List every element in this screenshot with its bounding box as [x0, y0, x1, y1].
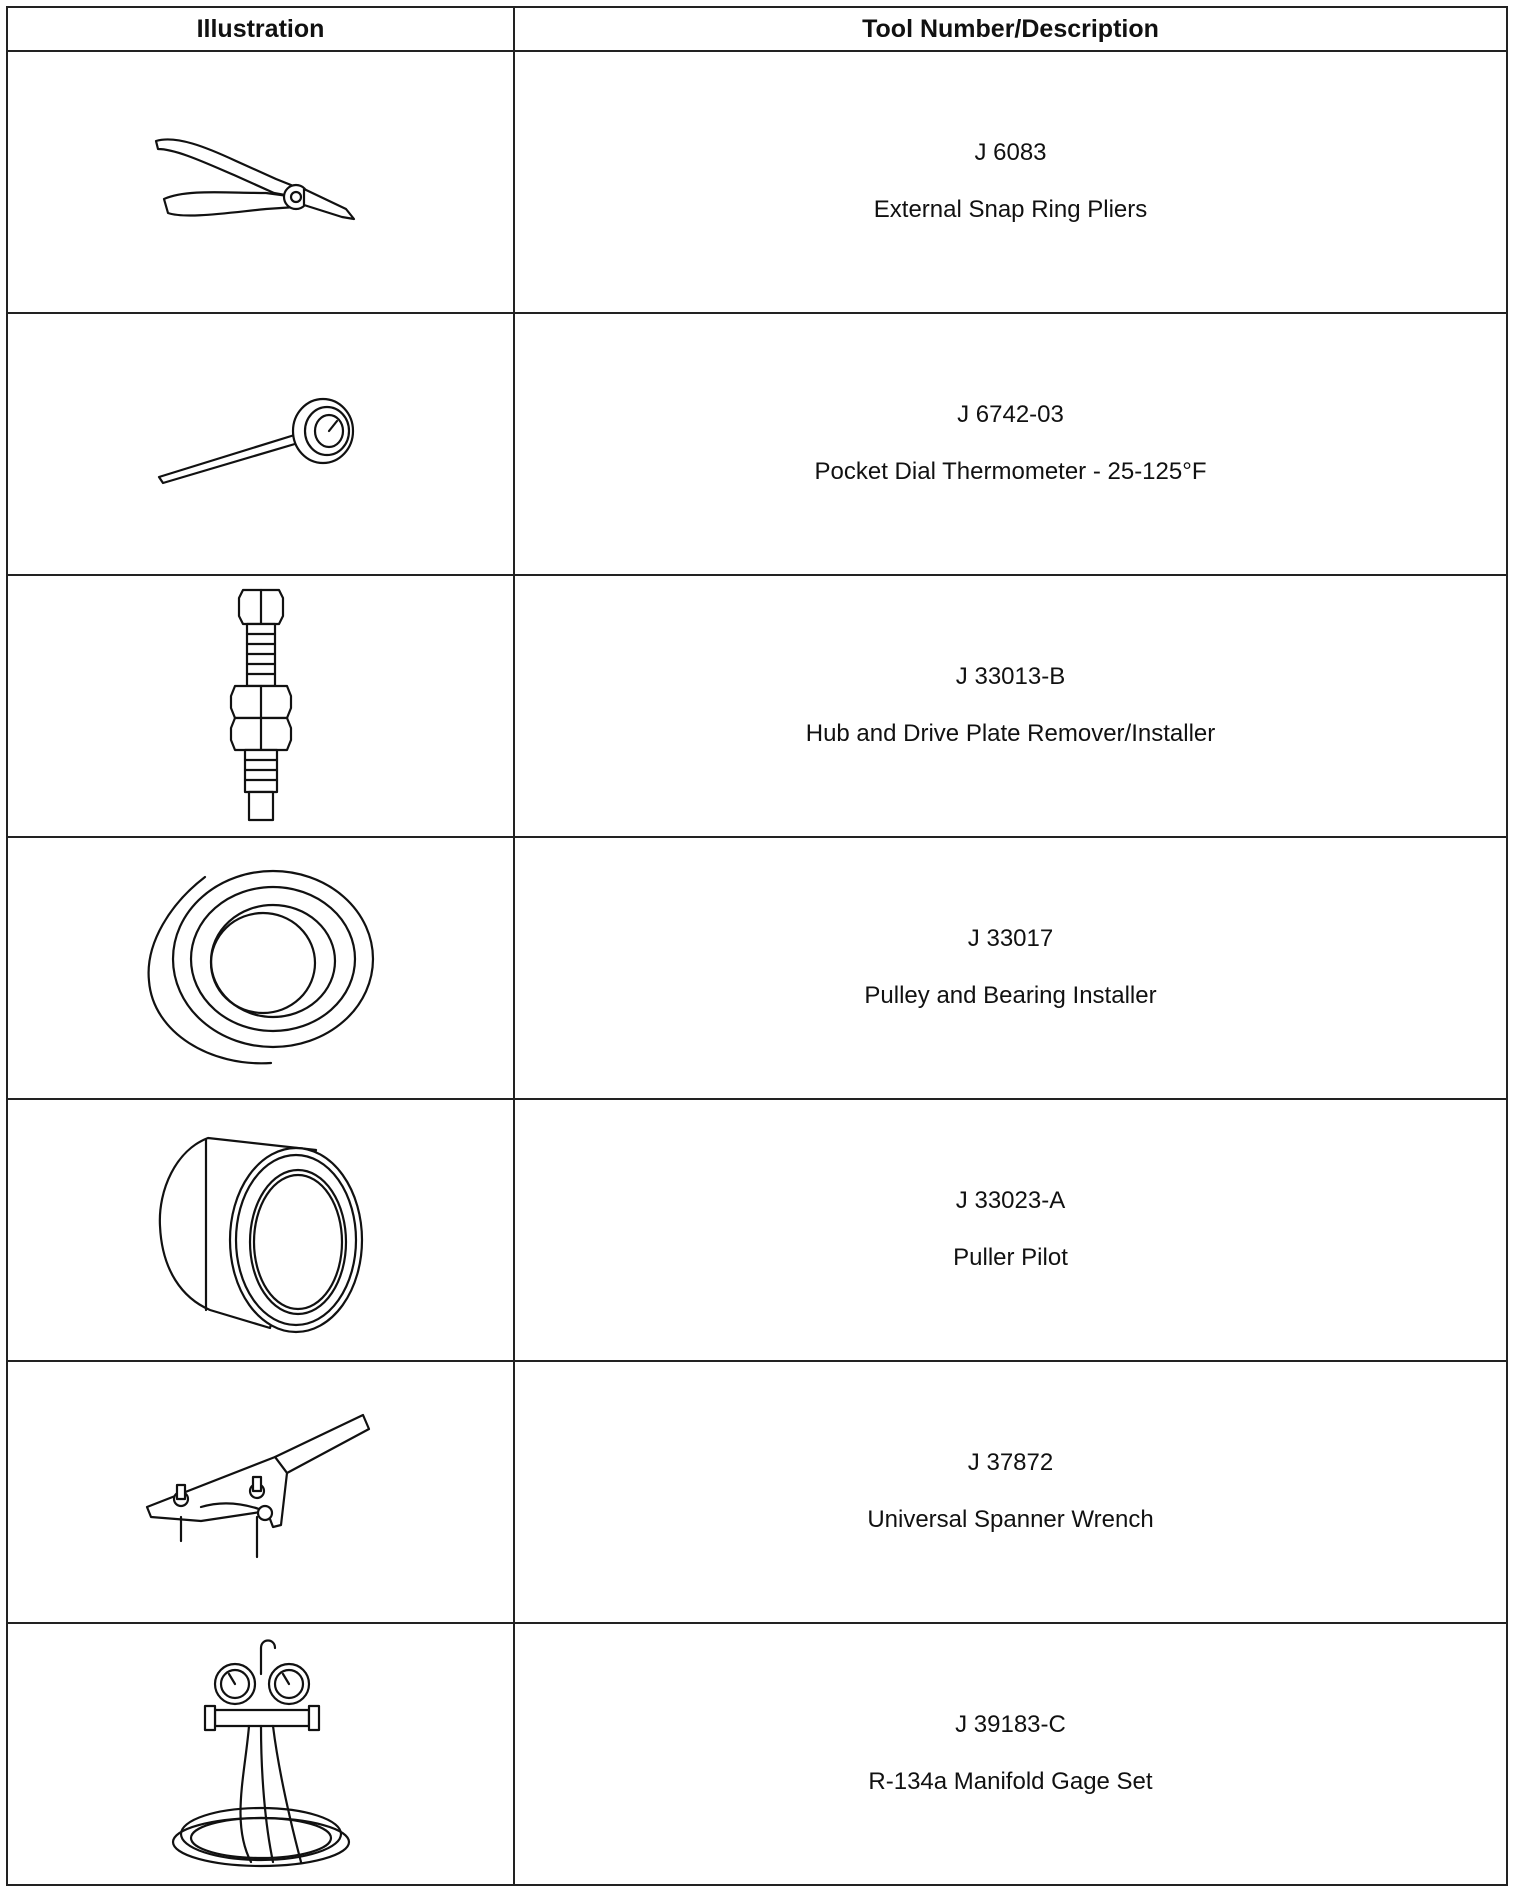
illustration-cell	[7, 837, 514, 1099]
tool-number: J 6083	[974, 139, 1047, 167]
bearing-installer-ring-icon	[141, 863, 381, 1073]
tool-cell	[514, 1623, 1507, 1885]
tool-cell	[514, 575, 1507, 837]
special-tools-table	[6, 6, 1508, 1886]
spanner-wrench-icon	[141, 1407, 381, 1577]
header-row	[7, 7, 1507, 51]
tool-description: Universal Spanner Wrench	[867, 1506, 1154, 1533]
tool-description: Puller Pilot	[953, 1244, 1068, 1271]
table-row	[7, 51, 1507, 313]
remover-installer-bolt-icon	[221, 586, 301, 826]
tool-cell	[514, 51, 1507, 313]
tool-cell	[514, 1099, 1507, 1361]
tool-cell	[514, 837, 1507, 1099]
tool-cell	[514, 313, 1507, 575]
illustration-cell	[7, 1623, 514, 1885]
tool-description: External Snap Ring Pliers	[873, 196, 1148, 223]
puller-pilot-icon	[146, 1120, 376, 1340]
tool-number: J 37872	[967, 1449, 1054, 1477]
table-row	[7, 1623, 1507, 1885]
snap-ring-pliers-icon	[146, 127, 376, 237]
tool-description: R-134a Manifold Gage Set	[868, 1768, 1153, 1795]
tool-description: Pulley and Bearing Installer	[864, 982, 1157, 1009]
manifold-gage-set-icon	[161, 1634, 361, 1874]
tool-number: J 33023-A	[955, 1187, 1066, 1215]
tool-number: J 33013-B	[955, 663, 1066, 691]
tool-number: J 39183-C	[955, 1711, 1066, 1739]
table-row	[7, 837, 1507, 1099]
tool-description: Pocket Dial Thermometer - 25-125°F	[814, 458, 1207, 485]
illustration-header: Illustration	[7, 7, 514, 51]
illustration-cell	[7, 1099, 514, 1361]
tool-cell	[514, 1361, 1507, 1623]
table-row	[7, 1361, 1507, 1623]
table-row	[7, 575, 1507, 837]
dial-thermometer-icon	[151, 389, 371, 499]
illustration-cell	[7, 1361, 514, 1623]
illustration-cell	[7, 51, 514, 313]
tool-number: J 6742-03	[957, 401, 1064, 429]
illustration-cell	[7, 313, 514, 575]
table-row	[7, 1099, 1507, 1361]
illustration-cell	[7, 575, 514, 837]
tool-number: J 33017	[967, 925, 1054, 953]
table-row	[7, 313, 1507, 575]
tool-header: Tool Number/Description	[514, 7, 1507, 51]
tool-description: Hub and Drive Plate Remover/Installer	[805, 720, 1216, 747]
